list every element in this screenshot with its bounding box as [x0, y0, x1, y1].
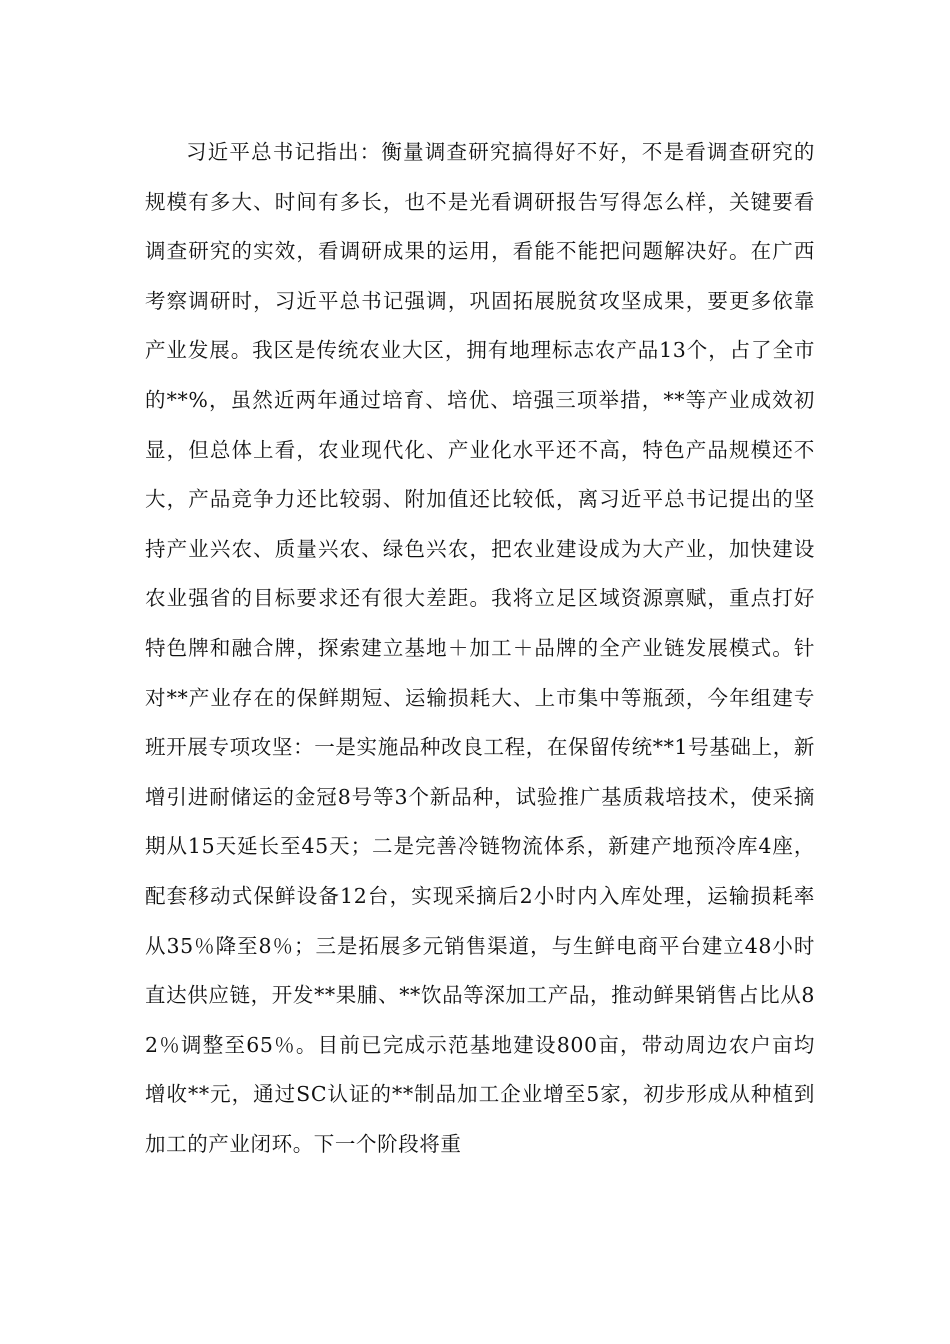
body-paragraph: 习近平总书记指出：衡量调查研究搞得好不好，不是看调查研究的规模有多大、时间有多长，也不是光看调研报告写得怎么样，关键要看调查研究的实效，看调研成果的运用，看能不能把问题解决好。在广西考察调研时，习近平总书记强调，巩固拓展脱贫攻坚成果，要更多依靠产业发展。我区是传统农业大区，拥有地理标志农产品13个，占了全市的**%，虽然近两年通过培育、培优、培强三项举措，**等产业成效初显，但总体上看，农业现代化、产业化水平还不高，特色产品规模还不大，产品竞争力还比较弱、附加值还比较低，离习近平总书记提出的坚持产业兴农、质量兴农、绿色兴农，把农业建设成为大产业，加快建设农业强省的目标要求还有很大差距。我将立足区域资源禀赋，重点打好特色牌和融合牌，探索建立基地＋加工＋品牌的全产业链发展模式。针对**产业存在的保鲜期短、运输损耗大、上市集中等瓶颈，今年组建专班开展专项攻坚：一是实施品种改良工程，在保留传统**1号基础上，新增引进耐储运的金冠8号等3个新品种，试验推广基质栽培技术，使采摘期从15天延长至45天；二是完善冷链物流体系，新建产地预冷库4座，配套移动式保鲜设备12台，实现采摘后2小时内入库处理，运输损耗率从35％降至8％；三是拓展多元销售渠道，与生鲜电商平台建立48小时直达供应链，开发**果脯、**饮品等深加工产品，推动鲜果销售占比从82％调整至65％。目前已完成示范基地建设800亩，带动周边农户亩均增收**元，通过SC认证的**制品加工企业增至5家，初步形成从种植到加工的产业闭环。下一个阶段将重	[145, 140, 815, 1156]
